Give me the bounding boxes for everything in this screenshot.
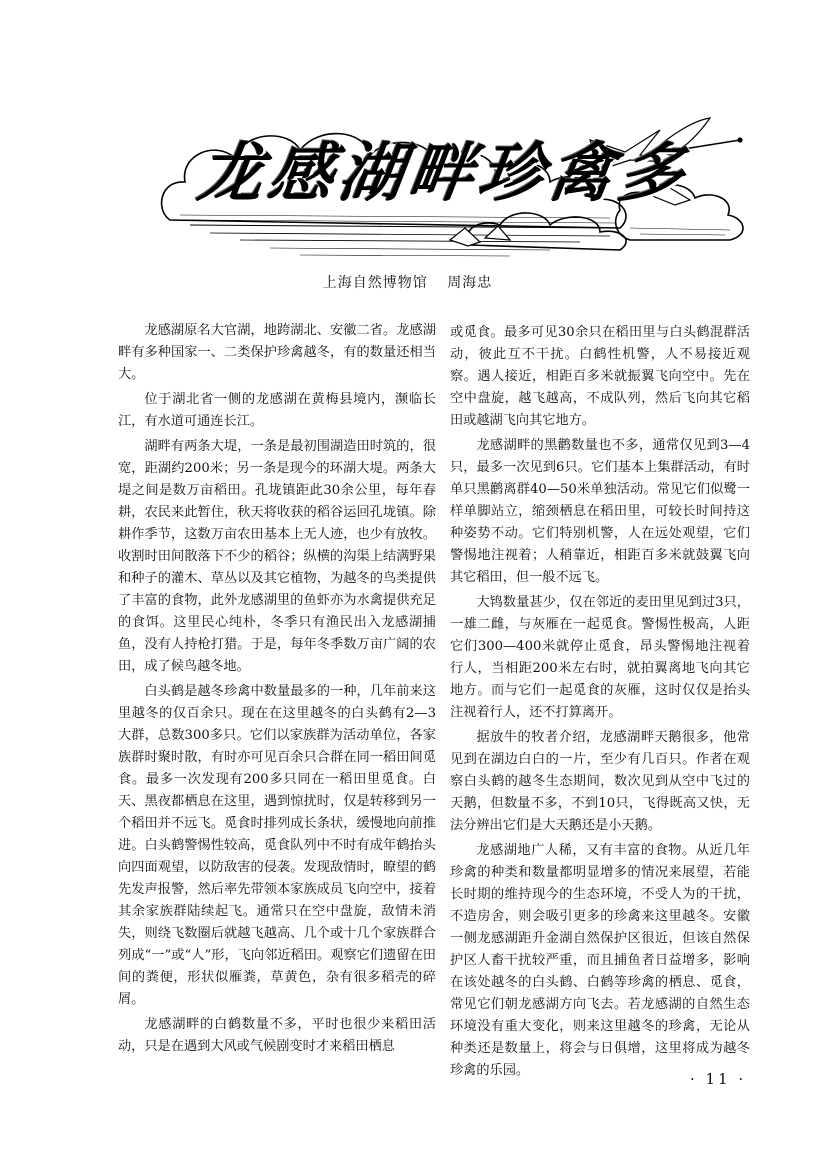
author-institution: 上海自然博物馆 [322,275,428,291]
page-number: · 11 · [690,1070,747,1088]
paragraph-continuation: 或觅食。最多可见30余只在稻田里与白头鹤混群活动，彼此互不干扰。白鹤性机警，人不易接近观察。遇人接近，相距百多米就振翼飞向空中。先在空中盘旋，越飞越高，不成队列，然后飞向其它稻田或越湖飞向其它地方。 [450,325,750,428]
title-banner [150,100,760,265]
paragraph: 湖畔有两条大堤，一条是最初围湖造田时筑的，很宽，距湖约200米；另一条是现今的环湖大堤。两条大堤之间是数万亩稻田。孔垅镇距此30余公里，每年春耕，农民来此暂住，秋天将收获的稻谷运回孔垅镇。除耕作季节，这数万亩农田基本上无人迹，也少有放牧。收割时田间散落下不少的稻谷；纵横的沟渠上结满野果和种子的灌木、草丛以及其它植物，为越冬的鸟类提供了丰富的食物，此外龙感湖里的鱼虾亦为水禽提供充足的食饵。这里民心纯朴，冬季只有渔民出入龙感湖捕鱼，没有人持枪打猎。于是，每年冬季数万亩广阔的农田，成了候鸟越冬地。 [118,439,436,674]
author-name: 周海忠 [447,275,493,291]
left-column [118,320,436,1061]
paragraph: 据放牛的牧者介绍，龙感湖畔天鹅很多，他常见到在湖边白白的一片，至少有几百只。作者在观察白头鹤的越冬生态期间，数次见到从空中飞过的天鹅，但数量不多，不到10只，飞得既高又快，无法分辨出它们是大天鹅还是小天鹅。 [450,730,750,833]
paragraph: 龙感湖畔的黑鹳数量也不多，通常仅见到3—4只，最多一次见到6只。它们基本上集群活动，有时单只黑鹳离群40—50米单独活动。常见它们似鹭一样单脚站立，缩颈栖息在稻田里，可较长时间持这种姿势不动。它们特别机警，人在远处观望，它们警惕地注视着；人稍靠近，相距百多米就鼓翼飞向其它稻田，但一般不远飞。 [450,438,750,585]
article-title: 龙感湖畔珍禽多 [193,137,695,211]
paragraph: 龙感湖畔的白鹤数量不多，平时也很少来稻田活动，只是在遇到大风或气候剧变时才来稻田栖息 [118,1017,436,1054]
paragraph: 大鸨数量甚少，仅在邻近的麦田里见到过3只，一雄二雌，与灰雁在一起觅食。警惕性极高，人距它们300—400米就停止觅食，昂头警惕地注视着行人，当相距200米左右时，就拍翼离地飞向其它地方。而与它们一起觅食的灰雁，这时仅仅是抬头注视着行人，还不打算离开。 [450,595,750,720]
paragraph: 龙感湖地广人稀，又有丰富的食物。从近几年珍禽的种类和数量都明显增多的情况来展望，若能长时期的维持现今的生态环境，不受人为的干扰，不造房舍，则会吸引更多的珍禽来这里越冬。安徽一侧龙感湖距升金湖自然保护区很近，但该自然保护区人畜干扰较严重，而且捕鱼者日益增多，影响在该处越冬的白头鹤、白鹤等珍禽的栖息、觅食，常见它们朝龙感湖方向飞去。若龙感湖的自然生态环境没有重大变化，则来这里越冬的珍禽，无论从种类还是数量上，将会与日俱增，这里将成为越冬珍禽的乐园。 [450,843,750,1078]
paragraph: 白头鹤是越冬珍禽中数量最多的一种，几年前来这里越冬的仅百余只。现在在这里越冬的白头鹤有2—3大群，总数300多只。它们以家族群为活动单位，各家族群时聚时散，有时亦可见百余只合群在同一稻田间觅食。最多一次发现有200多只同在一稻田里觅食。白天、黑夜都栖息在这里，遇到惊扰时，仅是转移到另一个稻田并不远飞。觅食时排列成长条状，缓慢地向前推进。白头鹤警惕性较高，觅食队列中不时有成年鹤抬头向四面观望，以防敌害的侵袭。发现敌情时，瞭望的鹤先发声报警，然后率先带领本家族成员飞向空中，接着其余家族群陆续起飞。通常只在空中盘旋，敌情未消失，则绕飞数圈后就越飞越高、几个或十几个家族群合列成“一”或“人”形，飞向邻近稻田。观察它们遗留在田间的粪便，形状似雁粪，草黄色，杂有很多稻壳的碎屑。 [118,684,436,1007]
right-column [450,322,750,1085]
paragraph: 龙感湖原名大官湖，地跨湖北、安徽二省。龙感湖畔有多种国家一、二类保护珍禽越冬，有的数量还相当大。 [118,323,436,382]
author-byline [0,272,815,292]
paragraph: 位于湖北省一侧的龙感湖在黄梅县境内，濒临长江，有水道可通连长江。 [118,392,436,429]
